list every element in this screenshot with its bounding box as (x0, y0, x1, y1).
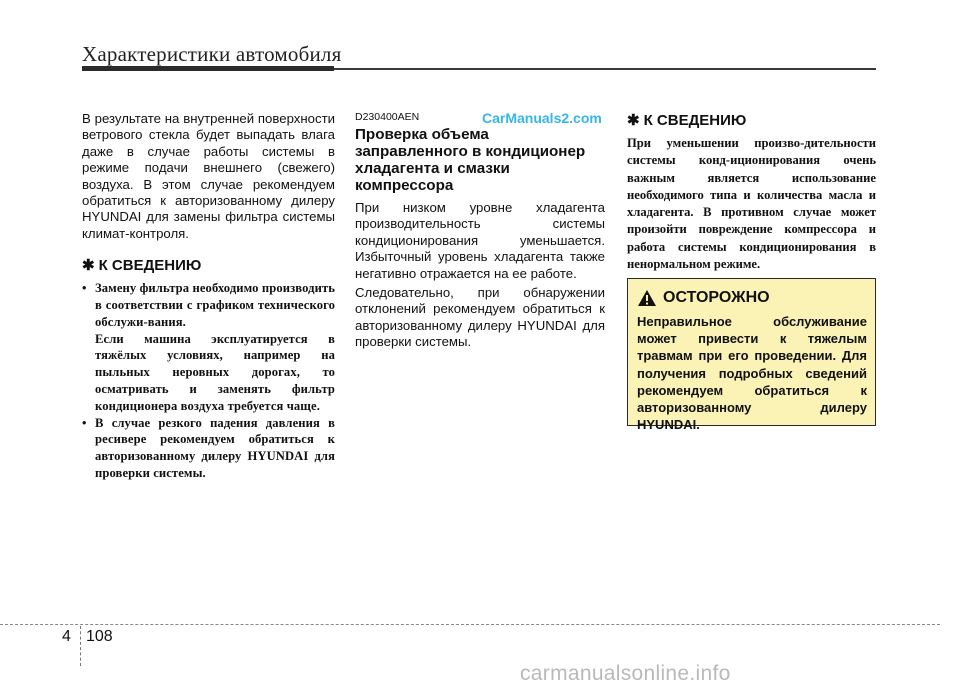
star-icon: ✱ (627, 112, 640, 129)
note-item-paragraph: Если машина эксплуатируется в тяжёлых условиях, например на пыльных неровных дорогах, то осматривать и заменять фильтр кондиционера воздуха требуется чаще. (95, 331, 335, 413)
header-rule-thin (334, 68, 876, 70)
chapter-number: 4 (62, 628, 71, 645)
caution-heading-text: ОСТОРОЖНО (663, 289, 770, 306)
note-item-paragraph: Замену фильтра необходимо производить в соответствии с графиком технического обслужи-вания. (95, 281, 335, 329)
note-heading-text: К СВЕДЕНИЮ (98, 257, 202, 275)
note-text-right: При уменьшении произво-дительности системы конд-иционирования очень важным является использование необходимого типа и количества масла и хладагента. В противном случае может произойти повреждение компрессора и работа системы кондиционирования в ненормальном режиме. (627, 136, 876, 272)
column-left (82, 111, 335, 482)
section-code: D230400AEN (355, 111, 420, 123)
column-middle (355, 111, 605, 354)
page-number (62, 628, 113, 646)
warning-triangle-icon (637, 289, 657, 307)
header-title: Характеристики автомобиля (82, 42, 342, 66)
list-item (82, 280, 335, 414)
note-list-left (82, 280, 335, 482)
caution-text: Неправильное обслуживание может привести к тяжелым травмам при его проведении. Для получения подробных сведений рекомендуем обратиться к авторизованному дилеру HYUNDAI. (637, 314, 867, 433)
watermark-link[interactable]: CarManuals2.com (482, 110, 602, 126)
star-icon: ✱ (82, 257, 95, 275)
footer-watermark[interactable]: carmanualsonline.info (520, 662, 731, 685)
list-item (82, 415, 335, 482)
article-title: Проверка объема заправленного в кондиционер хладагента и смазки компрессора (355, 126, 586, 194)
header-rule-thick (82, 66, 334, 71)
note-heading-left (82, 256, 335, 274)
page-number-value: 108 (86, 628, 113, 645)
bullet-icon: • (82, 281, 87, 296)
refrigerant-paragraph-1: При низком уровне хладагента производительность системы кондиционирования уменьшается. Избыточный уровень хладагента также негативно отражается на ее работе. (355, 200, 605, 281)
caution-heading (637, 289, 867, 307)
note-heading-right (627, 111, 876, 129)
note-item-paragraph: В случае резкого падения давления в ресивере рекомендуем обратиться к авторизованному дилеру HYUNDAI для проверки системы. (95, 415, 335, 481)
footer-divider (0, 624, 940, 625)
column-right (627, 111, 876, 273)
filter-paragraph: В результате на внутренней поверхности ветрового стекла будет выпадать влага даже в случае работы системы в режиме подачи внешнего (свежего) воздуха. В этом случае рекомендуем обратиться к авторизованному дилеру HYUNDAI для замены фильтра системы климат-контроля. (82, 111, 335, 241)
bullet-icon: • (82, 415, 87, 430)
caution-box (627, 278, 876, 433)
note-heading-text: К СВЕДЕНИЮ (643, 112, 747, 129)
refrigerant-paragraph-2: Следовательно, при обнаружении отклонений рекомендуем обратиться к авторизованному дилеру HYUNDAI для проверки системы. (355, 285, 605, 350)
